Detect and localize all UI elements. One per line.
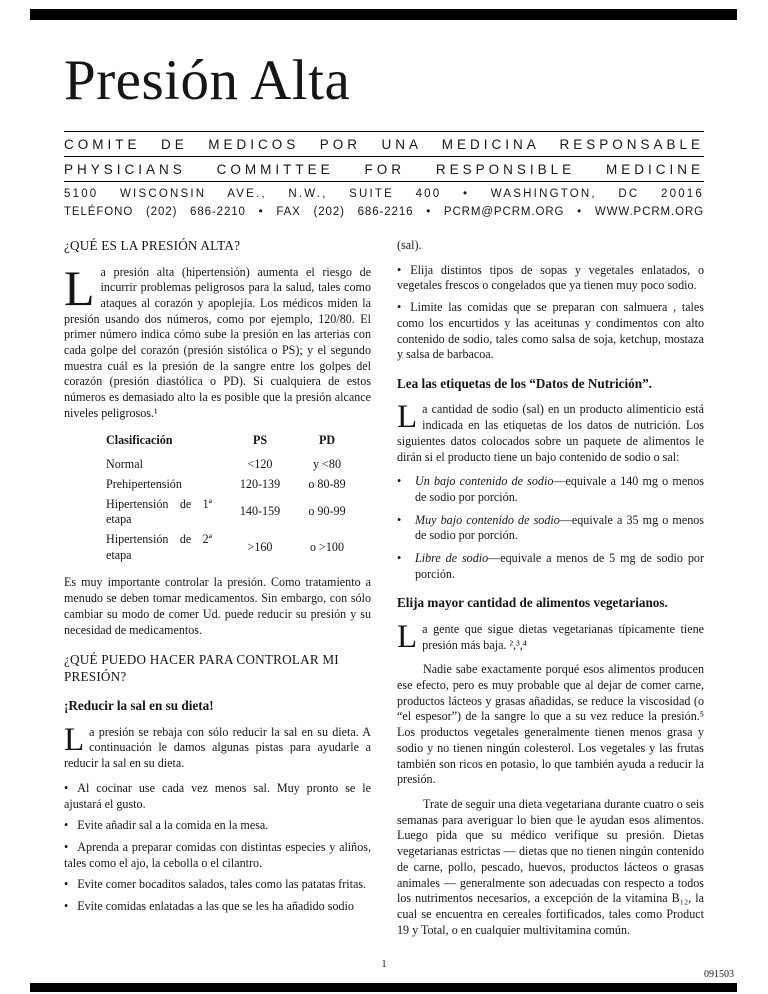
dropcap-letter: L — [64, 721, 85, 758]
org-name-english: PHYSICIANS COMMITTEE FOR RESPONSIBLE MEDICINE — [64, 157, 704, 182]
column-header-pd: PD — [318, 432, 336, 447]
top-rule — [30, 9, 737, 20]
right-column — [397, 238, 704, 947]
letterhead — [64, 131, 704, 218]
list-item: • Evite añadir sal a la comida en la mesa. — [64, 818, 269, 833]
continuation-text: (sal). — [397, 238, 422, 252]
list-item — [397, 551, 704, 582]
list-item: • Evite comidas enlatadas a las que se les ha añadido sodio — [64, 899, 354, 914]
list-item: • Evite comer bocaditos salados, tales como las patatas fritas. — [64, 877, 367, 892]
dropcap-letter: L — [64, 259, 95, 316]
table-row: Hipertensión de 1ª etapa 140-159 o 90-99 — [106, 496, 346, 527]
intro-paragraph: La presión alta (hipertensión) aumenta el riesgo de incurrir problemas peligrosos para la salud, tales como ataques al corazón y apoplejía. Los médicos miden la presión usando dos números, como por ejemplo, 120/80. El primer número indica cómo sube la presión en las arterias con cada golpe del corazón (presión sistólica o PS); y el segundo muestra cuál es la presión de la sangre entre los golpes del corazón (presión diastólica o PD). Si cualquiera de estos números es demasiado alto la es posible que la presión alcance niveles peligrosos.¹ — [64, 259, 371, 420]
column-header-classification: Clasificación — [106, 432, 173, 447]
table-header-row — [106, 431, 358, 456]
bullet-icon: • — [397, 262, 402, 277]
salt-paragraph: La presión se rebaja con sólo reducir la sal en su dieta. A continuación le damos algunas pistas para ayudarle a reducir la sal en su dieta. — [64, 721, 371, 771]
after-table-paragraph: Es muy importante controlar la presión. Como tratamiento a menudo se deben tomar medicamentos. Sin embargo, con sólo cambiar su modo de comer Ud. puede reducir su presión y su necesidad de medicamentos. — [64, 575, 371, 637]
section-heading-what-can-i-do: ¿QUÉ PUEDO HACER PARA CONTROLAR MI PRESIÓN? — [64, 652, 339, 684]
left-column — [64, 238, 371, 947]
list-item — [397, 474, 704, 505]
vegetarian-trial-paragraph: Trate de seguir una dieta vegetariana durante cuatro o seis semanas para averiguar lo bien que le ayudan esos alimentos. Luego pida que su médico verifique su presión. Dietas vegetarianas estrictas — dietas que no tienen ningún contenido de carne, pollo, pescado, huevos, productos lácteos o grasas animales — generalmente son adecuadas con respecto a todos los nutrimentos necesarios, a excepción de la vitamina B₁₂, la cual se encuentra en cereales fortificados, tales como Product 19 y Total, o en cualquier multivitamina común. — [397, 796, 704, 937]
list-item: • Elija distintos tipos de sopas y vegetales enlatados, o vegetales frescos o congelados que ya tienen muy poco sodio. — [397, 262, 704, 293]
table-row: Hipertensión de 2ª etapa >160 o >100 — [106, 532, 345, 562]
org-address: 5100 WISCONSIN AVE., N.W., SUITE 400 • WASHINGTON, DC 20016 — [64, 188, 704, 200]
bullet-icon: • — [397, 474, 402, 489]
dropcap-letter: L — [397, 399, 418, 436]
labels-paragraph: La cantidad de sodio (sal) en un producto alimenticio está indicada en las etiquetas de los datos de nutrición. Los siguientes datos colocados sobre un paquete de alimentos le dirán si el producto tiene un bajo contenido de sodio o sal: — [397, 399, 704, 464]
org-contact: TELÉFONO (202) 686-2210 • FAX (202) 686-2216 • PCRM@PCRM.ORG • WWW.PCRM.ORG — [64, 206, 704, 218]
table-row: Normal <120 y <80 — [106, 457, 341, 472]
heading-nutrition-labels: Lea las etiquetas de los “Datos de Nutrición”. — [397, 375, 652, 391]
bullet-icon: • — [64, 818, 69, 833]
bullet-icon: • — [64, 780, 69, 795]
label-definition: Muy bajo contenido de sodio—equivale a 35 mg o menos de sodio por porción. — [415, 512, 704, 543]
table-row: Prehipertensión 120-139 o 80-89 — [106, 476, 346, 491]
column-header-ps: PS — [252, 432, 268, 447]
list-item: • Limite las comidas que se preparan con salmuera , tales como los encurtidos y las aceitunas y condimentos con alto contenido de sodio, tales como salsa de soja, ketchup, mostaza y salsa de barbacoa. — [397, 300, 704, 362]
subheading-reduce-salt: ¡Reducir la sal en su dieta! — [64, 698, 214, 714]
two-column-body — [64, 238, 704, 947]
bullet-icon: • — [397, 300, 402, 315]
label-definition: Libre de sodio—equivale a menos de 5 mg de sodio por porción. — [415, 551, 704, 581]
list-item — [397, 513, 704, 544]
bullet-icon: • — [64, 899, 69, 914]
document-title: Presión Alta — [64, 49, 351, 112]
page-number: 1 — [381, 959, 387, 970]
bullet-icon: • — [397, 512, 402, 527]
org-name-spanish: COMITE DE MEDICOS POR UNA MEDICINA RESPONSABLE — [64, 132, 704, 157]
bottom-rule — [30, 983, 737, 992]
bullet-icon: • — [64, 839, 69, 854]
list-item: • Aprenda a preparar comidas con distintas especies y aliños, tales como el ajo, la cebolla o el cilantro. — [64, 839, 371, 870]
bullet-icon: • — [64, 877, 69, 892]
section-heading-what-is: ¿QUÉ ES LA PRESIÓN ALTA? — [64, 238, 241, 253]
heading-vegetarian-foods: Elija mayor cantidad de alimentos vegetarianos. — [397, 595, 668, 611]
vegetarian-paragraph: La gente que sigue dietas vegetarianas típicamente tiene presión más baja. ²,³,⁴ — [397, 618, 704, 655]
document-code: 091503 — [704, 969, 734, 980]
bullet-icon: • — [397, 551, 402, 566]
vegetarian-detail-paragraph: Nadie sabe exactamente porqué esos alimentos producen ese efecto, pero es muy probable que al dejar de comer carne, productos lácteos y grasas añadidas, se reduce la viscosidad (o “el espesor”) de la sangre lo que a su vez reduce la presión.⁵ Los productos vegetales generalmente tienen menos grasa y sodio y no tienen ningún colesterol. Los vegetales y las frutas también son ricos en potasio, lo que también ayuda a reducir la presión. — [397, 662, 704, 787]
dropcap-letter: L — [397, 618, 418, 655]
blood-pressure-table — [106, 431, 358, 566]
list-item: • Al cocinar use cada vez menos sal. Muy pronto se le ajustará el gusto. — [64, 780, 371, 811]
label-definition: Un bajo contenido de sodio—equivale a 140 mg o menos de sodio por porción. — [415, 474, 704, 504]
